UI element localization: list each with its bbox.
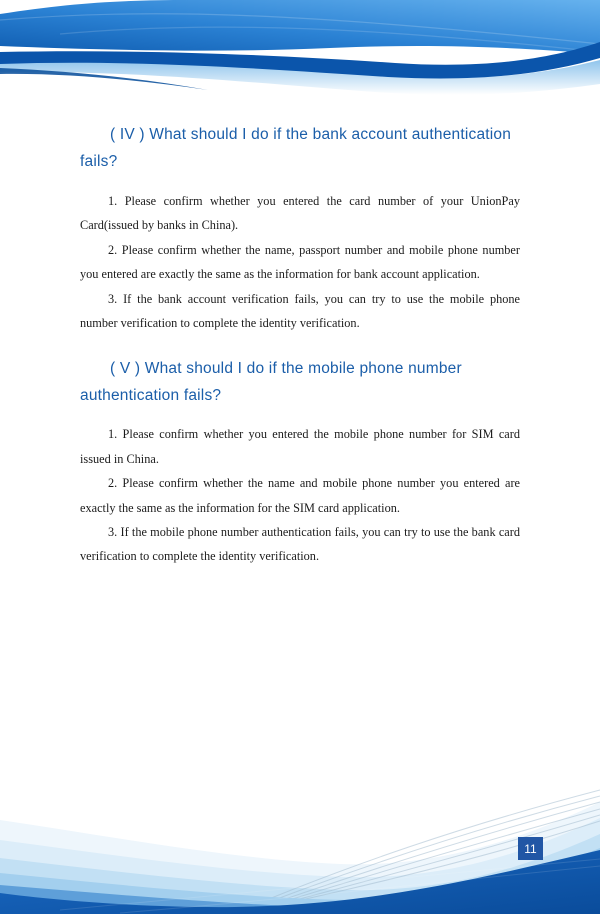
paragraph: 1. Please confirm whether you entered the mobile phone number for SIM card issued in China. xyxy=(80,427,520,466)
section-iv xyxy=(80,121,520,335)
paragraph: 2. Please confirm whether the name and mobile phone number you entered are exactly the same as the information for the SIM card application. xyxy=(80,476,520,515)
page-content xyxy=(80,121,520,569)
paragraph: 3. If the bank account verification fails, you can try to use the mobile phone number verification to complete the identity verification. xyxy=(80,291,520,331)
page-number-badge: 11 xyxy=(518,837,543,860)
section-v-heading: ( V ) What should I do if the mobile phone number authentication fails? xyxy=(80,360,462,405)
section-v xyxy=(80,355,520,568)
section-iv-heading: ( IV ) What should I do if the bank account authentication fails? xyxy=(80,126,512,170)
paragraph: 1. Please confirm whether you entered the card number of your UnionPay Card(issued by banks in China). xyxy=(80,194,520,233)
header-main-wave xyxy=(0,0,600,54)
header-wave-decoration xyxy=(0,0,600,100)
footer-wave-decoration xyxy=(0,764,600,914)
paragraph: 2. Please confirm whether the name, passport number and mobile phone number you entered are exactly the same as the information for bank account application. xyxy=(80,242,520,282)
paragraph: 3. If the mobile phone number authentication fails, you can try to use the bank card verification to complete the identity verification. xyxy=(80,525,520,564)
